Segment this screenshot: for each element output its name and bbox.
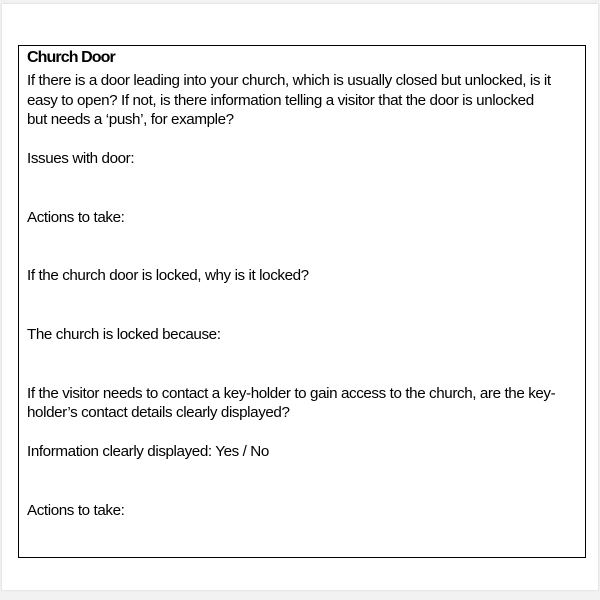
section-title: Church Door	[27, 49, 115, 66]
locked-because-label: The church is locked because:	[27, 326, 221, 343]
issues-label: Issues with door:	[27, 150, 135, 167]
keyholder-line-1: If the visitor needs to contact a key-holder to gain access to the church, are the key-	[27, 385, 556, 402]
church-door-section	[18, 45, 586, 558]
intro-line-1: If there is a door leading into your church, which is usually closed but unlocked, is it	[27, 72, 551, 89]
actions-label-2: Actions to take:	[27, 502, 125, 519]
info-displayed-label: Information clearly displayed: Yes / No	[27, 443, 269, 460]
intro-line-2: easy to open? If not, is there information telling a visitor that the door is unlocked	[27, 92, 534, 109]
locked-question: If the church door is locked, why is it locked?	[27, 267, 309, 284]
document-page	[2, 4, 598, 590]
keyholder-line-2: holder’s contact details clearly displayed?	[27, 404, 290, 421]
intro-line-3: but needs a ‘push’, for example?	[27, 111, 234, 128]
actions-label-1: Actions to take:	[27, 209, 125, 226]
